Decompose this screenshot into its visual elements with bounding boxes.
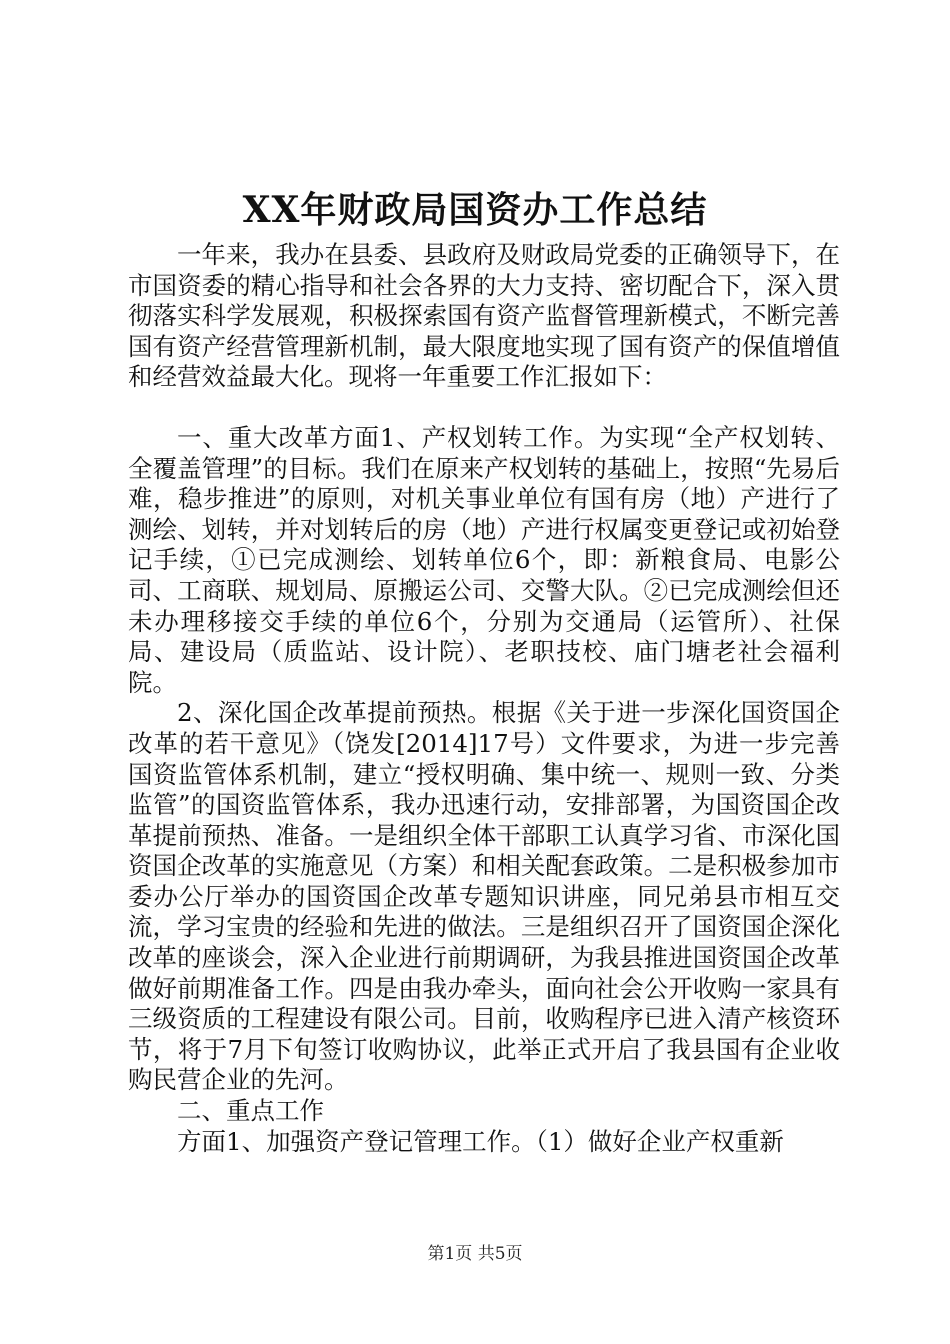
page-number-footer: 第1页 共5页 [427,1244,523,1264]
paragraph-major-reform: 一、重大改革方面1、产权划转工作。为实现“全产权划转、全覆盖管理”的目标。我们在原来产权划转的基础上，按照“先易后难，稳步推进”的原则，对机关事业单位有国有房（地）产进行了测绘、划转，并对划转后的房（地）产进行权属变更登记或初始登记手续，①已完成测绘、划转单位6个，即：新粮食局、电影公司、工商联、规划局、原搬运公司、交警大队。②已完成测绘但还未办理移接交手续的单位6个，分别为交通局（运管所）、社保局、建设局（质监站、设计院）、老职技校、庙门塘老社会福利院。 [128,422,840,697]
paragraph-soe-reform: 2、深化国企改革提前预热。根据《关于进一步深化国资国企改革的若干意见》（饶发[2014]17号）文件要求，为进一步完善国资监管体系机制，建立“授权明确、集中统一、规则一致、分类监管”的国资监管体系，我办迅速行动，安排部署，为国资国企改革提前预热、准备。一是组织全体干部职工认真学习省、市深化国资国企改革的实施意见（方案）和相关配套政策。二是积极参加市委办公厅举办的国资国企改革专题知识讲座，同兄弟县市相互交流，学习宝贵的经验和先进的做法。三是组织召开了国资国企深化改革的座谈会，深入企业进行前期调研，为我县推进国资国企改革做好前期准备工作。四是由我办牵头，面向社会公开收购一家具有三级资质的工程建设有限公司。目前，收购程序已进入清产核资环节，将于7月下旬签订收购协议，此举正式开启了我县国有企业收购民营企业的先河。 [128,698,840,1095]
page-title: XX年财政局国资办工作总结 [242,189,708,231]
paragraph-intro: 一年来，我办在县委、县政府及财政局党委的正确领导下，在市国资委的精心指导和社会各界的大力支持、密切配合下，深入贯彻落实科学发展观，积极探索国有资产监督管理新模式，不断完善国有资产经营管理新机制，最大限度地实现了国有资产的保值增值和经营效益最大化。现将一年重要工作汇报如下： [128,240,840,392]
document-body [128,240,840,1157]
section-heading-key-work: 二、重点工作 [177,1096,324,1126]
paragraph-asset-registration: 方面1、加强资产登记管理工作。（1）做好企业产权重新 [177,1126,784,1156]
